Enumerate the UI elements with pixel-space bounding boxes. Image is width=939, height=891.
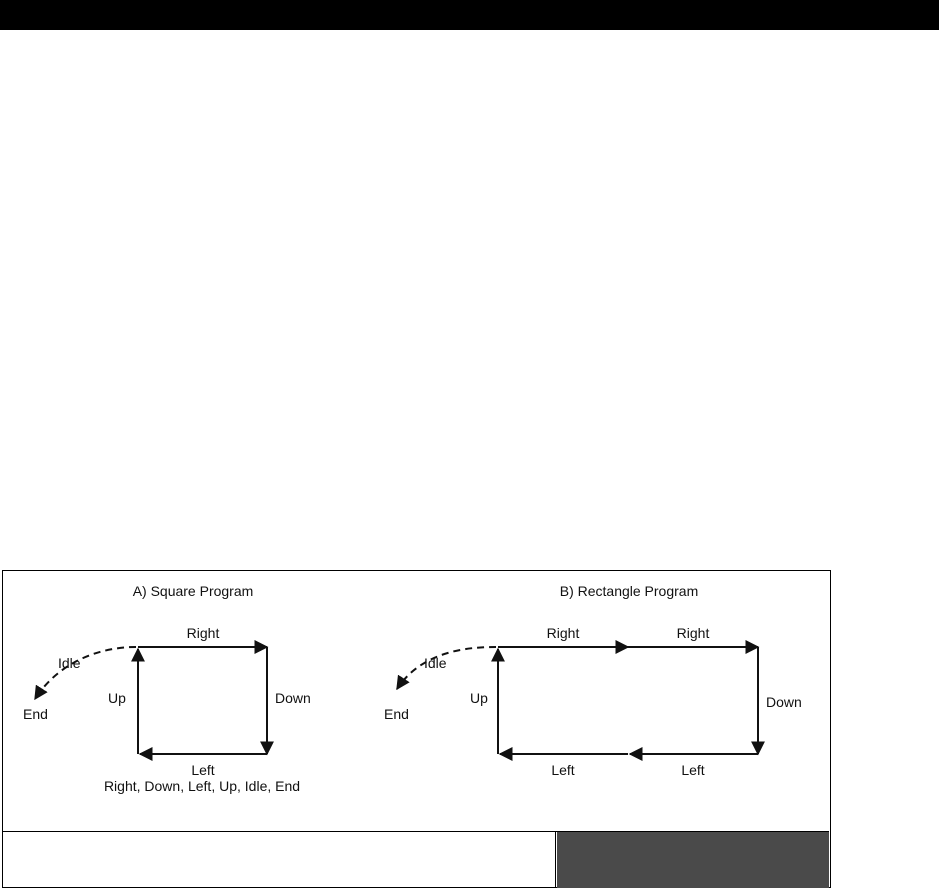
rect-end-label: End bbox=[384, 706, 409, 722]
rect-right-label-1: Right bbox=[546, 625, 580, 641]
square-right-label: Right bbox=[186, 625, 220, 641]
rect-down-label: Down bbox=[766, 694, 802, 710]
square-title: A) Square Program bbox=[132, 583, 254, 599]
rect-left-label-2: Left bbox=[681, 762, 705, 778]
footer-left-cell bbox=[3, 832, 556, 888]
top-bar bbox=[0, 0, 939, 30]
square-idle-label: Idle bbox=[58, 655, 81, 671]
square-end-label: End bbox=[23, 706, 48, 722]
rect-right-label-2: Right bbox=[676, 625, 710, 641]
square-sequence: Right, Down, Left, Up, Idle, End bbox=[103, 778, 301, 794]
rect-up-label: Up bbox=[470, 690, 488, 706]
square-up-label: Up bbox=[108, 690, 126, 706]
footer-dark-panel bbox=[557, 832, 829, 888]
rectangle-title: B) Rectangle Program bbox=[559, 583, 699, 599]
rect-idle-label: Idle bbox=[424, 655, 447, 671]
rect-left-label-1: Left bbox=[551, 762, 575, 778]
program-diagram bbox=[3, 571, 829, 831]
square-left-label: Left bbox=[191, 762, 215, 778]
program-figure bbox=[2, 570, 831, 888]
figure-footer bbox=[3, 831, 829, 888]
square-down-label: Down bbox=[275, 690, 311, 706]
